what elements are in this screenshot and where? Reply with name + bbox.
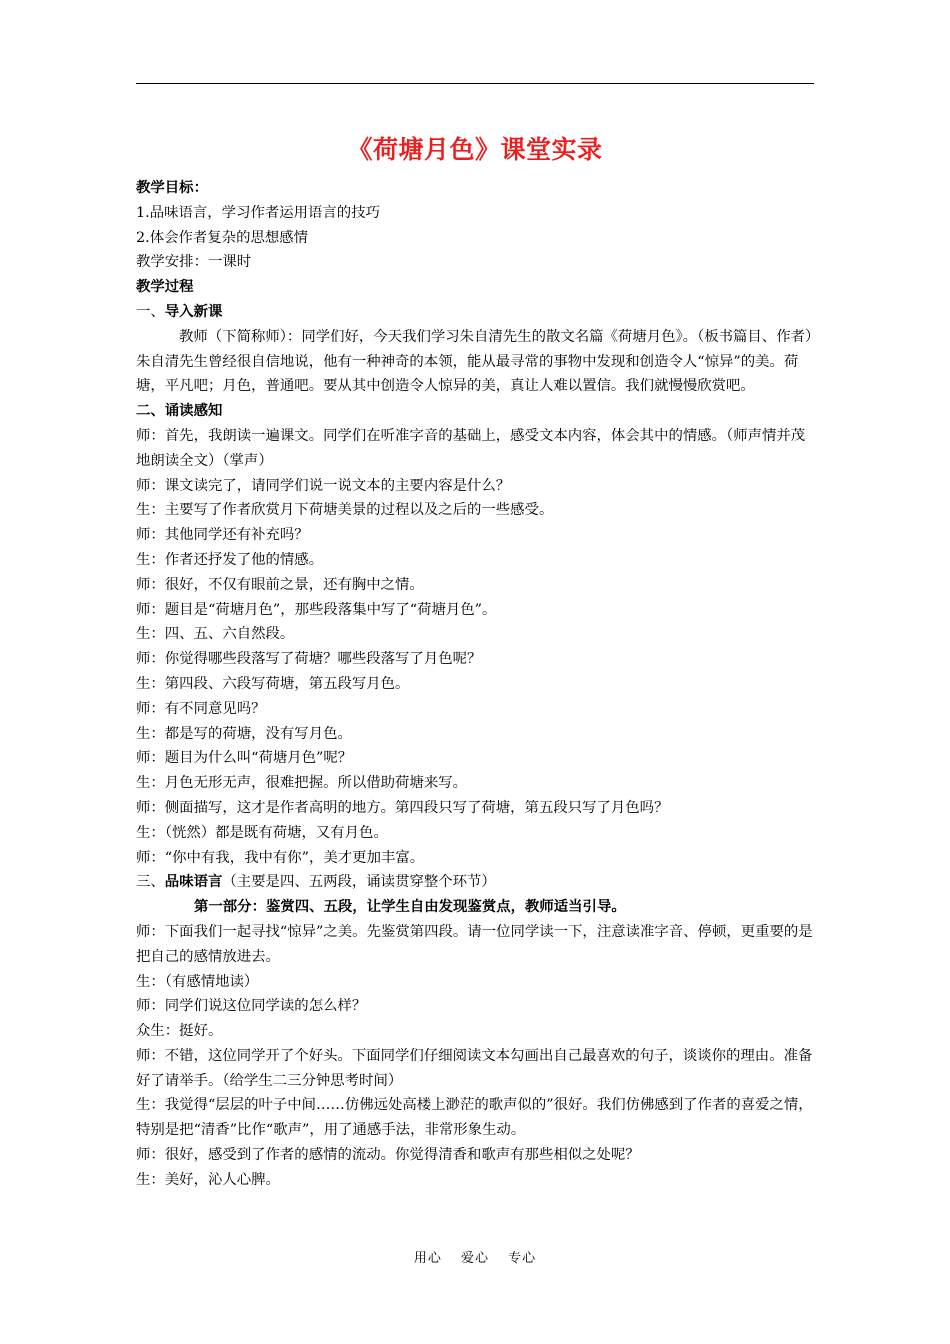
section-heading bbox=[136, 300, 816, 325]
document-body bbox=[136, 176, 816, 1193]
paragraph: 教学目标： bbox=[136, 179, 208, 196]
paragraph: 2.体会作者复杂的思想感情 bbox=[136, 229, 309, 246]
section-heading: 二、诵读感知 bbox=[136, 402, 223, 420]
dialogue-line: 生：都是写的荷塘，没有写月色。 bbox=[136, 725, 352, 742]
dialogue-line: 师：题目为什么叫“荷塘月色”呢？ bbox=[136, 750, 353, 767]
section-heading bbox=[136, 870, 816, 895]
section-title: 品味语言 bbox=[164, 873, 223, 891]
dialogue-line: 师：课文读完了，请同学们说一说文本的主要内容是什么？ bbox=[136, 477, 511, 494]
dialogue-line: 生：四、五、六自然段。 bbox=[136, 626, 295, 643]
dialogue-line: 生：我觉得“层层的叶子中间……仿佛远处高楼上渺茫的歌声似的”很好。我们仿佛感到了作者的喜爱之情，特别是把“清香”比作“歌声”，用了通感手法，非常形象生动。 bbox=[136, 1097, 813, 1139]
header-rule bbox=[136, 83, 814, 84]
dialogue-line: 生：作者还抒发了他的情感。 bbox=[136, 551, 324, 568]
page-footer: 用心 爱心 专心 bbox=[413, 1251, 537, 1266]
section-number: 一、 bbox=[136, 303, 165, 320]
dialogue-line: 生：第四段、六段写荷塘，第五段写月色。 bbox=[136, 675, 410, 692]
dialogue-line: 师：“你中有我，我中有你”，美才更加丰富。 bbox=[136, 849, 425, 866]
section-title: 导入新课 bbox=[164, 302, 223, 320]
dialogue-line: 生：（恍然）都是既有荷塘，又有月色。 bbox=[136, 824, 388, 841]
dialogue-line: 师：首先，我朗读一遍课文。同学们在听准字音的基础上，感受文本内容，体会其中的情感。（师声情并茂地朗读全文）（掌声） bbox=[136, 427, 806, 469]
dialogue-line: 生：美好，沁人心脾。 bbox=[136, 1171, 280, 1188]
dialogue-line: 生：主要写了作者欣赏月下荷塘美景的过程以及之后的一些感受。 bbox=[136, 502, 554, 519]
dialogue-line: 师：很好，感受到了作者的感情的流动。你觉得清香和歌声有那些相似之处呢？ bbox=[136, 1147, 640, 1164]
dialogue-line: 生：（有感情地读） bbox=[136, 973, 259, 990]
dialogue-line: 师：其他同学还有补充吗？ bbox=[136, 527, 309, 544]
dialogue-line: 师：很好，不仅有眼前之景，还有胸中之情。 bbox=[136, 576, 424, 593]
dialogue-line: 师：有不同意见吗？ bbox=[136, 700, 266, 717]
paragraph: 教师（下简称师）：同学们好，今天我们学习朱自清先生的散文名篇《荷塘月色》。（板书篇目、作者）朱自清先生曾经很自信地说，他有一种神奇的本领，能从最寻常的事物中发现和创造令人“惊异”的美。荷塘，平凡吧；月色，普通吧。要从其中创造令人惊异的美，真让人难以置信。我们就慢慢欣赏吧。 bbox=[136, 328, 813, 395]
paragraph: 教学安排：一课时 bbox=[136, 254, 252, 271]
section-heading: 教学过程 bbox=[136, 278, 194, 296]
subsection-heading: 第一部分：鉴赏四、五段，让学生自由发现鉴赏点，教师适当引导。 bbox=[194, 898, 626, 916]
dialogue-line: 师：你觉得哪些段落写了荷塘？哪些段落写了月色呢？ bbox=[136, 651, 482, 668]
section-number: 三、 bbox=[136, 874, 165, 891]
dialogue-line: 师：不错，这位同学开了个好头。下面同学们仔细阅读文本勾画出自己最喜欢的句子，谈谈你的理由。准备好了请举手。（给学生二三分钟思考时间） bbox=[136, 1047, 813, 1089]
dialogue-line: 生：月色无形无声，很难把握。所以借助荷塘来写。 bbox=[136, 775, 467, 792]
dialogue-line: 师：题目是“荷塘月色”，那些段落集中写了“荷塘月色”。 bbox=[136, 601, 497, 618]
dialogue-line: 众生：挺好。 bbox=[136, 1023, 223, 1040]
dialogue-line: 师：侧面描写，这才是作者高明的地方。第四段只写了荷塘，第五段只写了月色吗？ bbox=[136, 799, 669, 816]
dialogue-line: 师：下面我们一起寻找“惊异”之美。先鉴赏第四段。请一位同学读一下，注意读准字音、停顿，更重要的是把自己的感情放进去。 bbox=[136, 923, 813, 965]
dialogue-line: 师：同学们说这位同学读的怎么样？ bbox=[136, 998, 367, 1015]
page-title: 《荷塘月色》课堂实录 bbox=[347, 135, 603, 164]
paragraph: 1.品味语言，学习作者运用语言的技巧 bbox=[136, 204, 380, 221]
section-note: （主要是四、五两段，诵读贯穿整个环节） bbox=[222, 874, 496, 891]
